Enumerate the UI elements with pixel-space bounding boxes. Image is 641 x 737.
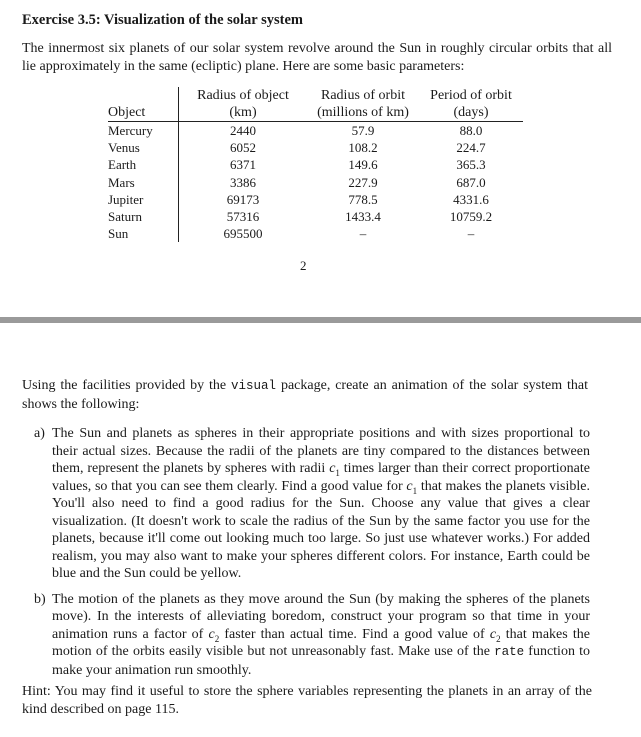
page-divider (0, 317, 641, 323)
cell-object: Mercury (108, 122, 179, 140)
header-radius: Radius of object (km) (197, 88, 289, 120)
cell-period: 4331.6 (453, 191, 489, 207)
cell-orbit: 57.9 (307, 122, 419, 140)
cell-object: Jupiter (108, 191, 179, 208)
cell-period: 88.0 (419, 122, 523, 140)
table-row (108, 139, 523, 156)
cell-orbit: – (359, 226, 367, 242)
cell-radius: 6371 (230, 157, 256, 173)
cell-period: 687.0 (456, 174, 486, 190)
code-rate: rate (494, 645, 525, 659)
table-row (108, 156, 523, 173)
hint-text: Hint: You may find it useful to store the sphere variables representing the planets in an array of the kind described on page 115. (22, 684, 592, 717)
cell-radius: 695500 (223, 226, 263, 242)
task-intro: Using the facilities provided by the visual package, create an animation of the solar system that shows the following: (22, 378, 589, 412)
header-period: Period of orbit (days) (430, 88, 512, 120)
cell-radius: 69173 (226, 191, 260, 207)
cell-radius: 3386 (230, 174, 256, 190)
cell-radius: 2440 (179, 122, 308, 140)
table-header-row (108, 87, 523, 122)
parameters-table (108, 87, 523, 242)
cell-object: Earth (108, 156, 179, 173)
table-row (108, 122, 523, 140)
cell-object: Sun (108, 225, 179, 242)
cell-orbit: 227.9 (348, 174, 378, 190)
cell-orbit: 1433.4 (345, 209, 381, 225)
cell-object: Saturn (108, 208, 179, 225)
cell-period: – (467, 226, 475, 242)
cell-object: Venus (108, 139, 179, 156)
header-object: Object (108, 87, 179, 122)
list-item-a: a) The Sun and planets as spheres in their appropriate positions and with sizes proportional to their actual sizes. Because the radii of the planets are tiny compared to the distances between them, represent the planets by spheres with radii $c_1$ times larger than their correct proportionate values, so that you can see them clearly. Find a good value for $c_1$ that makes the planets visible. You'll also need to find a good radius for the Sun. Choose any value that gives a clear visualization. (It doesn't work to scale the radius of the Sun by the same factor you use for the planets, because it'll come out looking much too large. So just use whatever works.) For added realism, you may also want to make your spheres different colors. For instance, Earth could be blue and the Sun could be yellow. (34, 426, 590, 581)
table-row (108, 191, 523, 208)
cell-orbit: 108.2 (348, 140, 378, 156)
cell-period: 365.3 (456, 157, 486, 173)
exercise-intro: The innermost six planets of our solar system revolve around the Sun in roughly circular orbits that all lie approximately in the same (ecliptic) plane. Here are some basic parameters: (22, 41, 612, 74)
cell-period: 224.7 (456, 140, 486, 156)
list-item-b: b) The motion of the planets as they move around the Sun (by making the spheres of the planets move). In the interests of alleviating boredom, construct your program so that time in your animation runs a factor of $c_2$ faster than actual time. Find a good value of $c_2$ that makes the motion of the orbits easily visible but not unreasonably fast. Make use of the rate function to make your animation run smoothly. (34, 591, 591, 678)
task-list (22, 425, 590, 679)
cell-orbit: 149.6 (348, 157, 378, 173)
page-number: 2 (300, 258, 307, 273)
exercise-title: Exercise 3.5: Visualization of the solar system (22, 12, 303, 28)
cell-object: Mars (108, 174, 179, 191)
code-visual: visual (231, 379, 277, 393)
table-row (108, 208, 523, 225)
cell-period: 10759.2 (449, 209, 493, 225)
table-row (108, 174, 523, 191)
cell-radius: 57316 (226, 209, 260, 225)
header-orbit: Radius of orbit (millions of km) (317, 88, 409, 120)
table-row (108, 225, 523, 242)
cell-orbit: 778.5 (348, 191, 378, 207)
cell-radius: 6052 (230, 140, 256, 156)
